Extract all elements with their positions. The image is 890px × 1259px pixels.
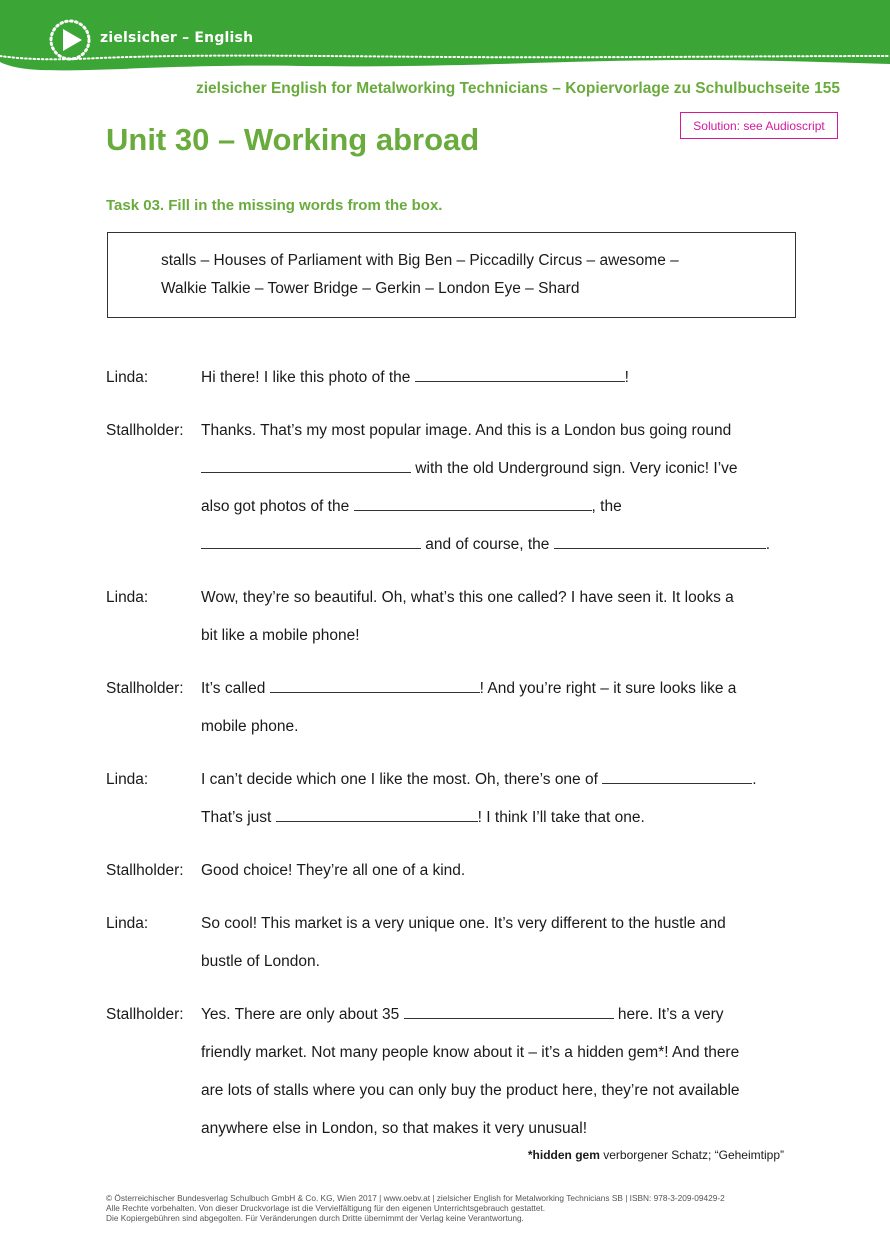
- speaker-label: Linda:: [106, 589, 149, 606]
- dialogue-turn: [106, 412, 806, 564]
- dialogue-text: also got photos of the: [201, 498, 354, 515]
- footer-line: Alle Rechte vorbehalten. Von dieser Druckvorlage ist die Vervielfältigung für den eigenen Unterrichtsgebrauch gestattet.: [106, 1203, 546, 1213]
- dialogue-text: Hi there! I like this photo of the: [201, 369, 415, 386]
- dialogue-turn: [106, 996, 806, 1148]
- dialogue-line: [201, 761, 806, 799]
- dialogue-turn: [106, 905, 806, 981]
- dialogue-text: bit like a mobile phone!: [201, 627, 360, 644]
- dialogue-text: That’s just: [201, 809, 276, 826]
- copyright-footer: [106, 1193, 725, 1223]
- dialogue-line: [201, 359, 806, 397]
- word-box: [107, 232, 796, 318]
- dialogue-text: and of course, the: [421, 536, 554, 553]
- dialogue-text: , the: [591, 498, 622, 515]
- speaker-label: Linda:: [106, 771, 149, 788]
- dialogue-line: [201, 450, 806, 488]
- word-box-line: stalls – Houses of Parliament with Big Ben – Piccadilly Circus – awesome –: [161, 252, 679, 269]
- answer-blank[interactable]: [201, 458, 411, 473]
- dialogue-line: [201, 852, 806, 890]
- dialogue-text: .: [752, 771, 757, 788]
- dialogue-turn: [106, 852, 806, 890]
- answer-blank[interactable]: [270, 678, 480, 693]
- dialogue-text: here. It’s a very: [613, 1006, 724, 1023]
- dialogue-turn: [106, 359, 806, 397]
- footnote-definition: verborgener Schatz; “Geheimtipp”: [599, 1148, 784, 1162]
- speaker-label: Stallholder:: [106, 1006, 184, 1023]
- answer-blank[interactable]: [554, 534, 766, 549]
- footnote-term: *hidden gem: [527, 1148, 600, 1162]
- dialogue-text: Thanks. That’s my most popular image. And this is a London bus going round: [201, 422, 732, 439]
- dialogue-text: bustle of London.: [201, 953, 320, 970]
- dialogue-text: !: [624, 369, 629, 386]
- dialogue-turn: [106, 579, 806, 655]
- speaker-label: Stallholder:: [106, 680, 184, 697]
- dialogue-turn: [106, 761, 806, 837]
- dialogue-text: Wow, they’re so beautiful. Oh, what’s this one called? I have seen it. It looks a: [201, 589, 734, 606]
- answer-blank[interactable]: [276, 807, 478, 822]
- dialogue-line: [201, 526, 806, 564]
- solution-note: Solution: see Audioscript: [680, 112, 838, 139]
- speaker-label: Linda:: [106, 369, 149, 386]
- dialogue-line: [201, 996, 806, 1034]
- footnote: [528, 1148, 784, 1162]
- speaker-label: Stallholder:: [106, 862, 184, 879]
- answer-blank[interactable]: [415, 367, 625, 382]
- speaker-label: Linda:: [106, 915, 149, 932]
- dialogue-line: [201, 1034, 806, 1072]
- dialogue-text: with the old Underground sign. Very iconic! I’ve: [411, 460, 738, 477]
- task-title: Task 03. Fill in the missing words from the box.: [106, 197, 443, 214]
- dialogue-text: anywhere else in London, so that makes it very unusual!: [201, 1120, 588, 1137]
- dialogue-text: Good choice! They’re all one of a kind.: [201, 862, 466, 879]
- dialogue-text: mobile phone.: [201, 718, 299, 735]
- dialogue-text: I can’t decide which one I like the most. Oh, there’s one of: [201, 771, 603, 788]
- dialogue-turn: [106, 670, 806, 746]
- dialogue-line: [201, 617, 806, 655]
- dialogue-line: [201, 579, 806, 617]
- dialogue-line: [201, 905, 806, 943]
- dialogue-text: .: [765, 536, 771, 553]
- answer-blank[interactable]: [354, 496, 592, 511]
- speaker-label: Stallholder:: [106, 422, 184, 439]
- dialogue-text: So cool! This market is a very unique one. It’s very different to the hustle and: [201, 915, 726, 932]
- dialogue-text: ! And you’re right – it sure looks like a: [479, 680, 737, 697]
- brand-name: zielsicher – English: [100, 30, 254, 46]
- dialogue-text: are lots of stalls where you can only buy the product here, they’re not available: [201, 1082, 740, 1099]
- dialogue-line: [201, 943, 806, 981]
- dialogue-text: ! I think I’ll take that one.: [477, 809, 645, 826]
- dialogue-text: Yes. There are only about 35: [201, 1006, 404, 1023]
- unit-title: Unit 30 – Working abroad: [106, 122, 480, 157]
- dialogue-line: [201, 412, 806, 450]
- dialogue-line: [201, 670, 806, 708]
- dialogue-text: It’s called: [201, 680, 270, 697]
- word-box-line: Walkie Talkie – Tower Bridge – Gerkin – London Eye – Shard: [161, 280, 580, 297]
- footer-line: Die Kopiergebühren sind abgegolten. Für Veränderungen durch Dritte übernimmt der Verlag keine Verantwortung.: [106, 1213, 524, 1223]
- answer-blank[interactable]: [404, 1004, 614, 1019]
- dialogue-line: [201, 1072, 806, 1110]
- dialogue-line: [201, 799, 806, 837]
- answer-blank[interactable]: [201, 534, 421, 549]
- page-subtitle: zielsicher English for Metalworking Technicians – Kopiervorlage zu Schulbuchseite 155: [196, 80, 840, 97]
- dialogue-line: [201, 488, 806, 526]
- answer-blank[interactable]: [602, 769, 752, 784]
- dialogue-line: [201, 708, 806, 746]
- footer-line: © Österreichischer Bundesverlag Schulbuch GmbH & Co. KG, Wien 2017 | www.oebv.at | zielsicher English for Metalworking Technicians SB | ISBN: 978-3-209-09429-2: [106, 1193, 725, 1203]
- dialogue: [106, 359, 806, 1163]
- dialogue-line: [201, 1110, 806, 1148]
- dialogue-text: friendly market. Not many people know about it – it’s a hidden gem*! And there: [201, 1044, 740, 1061]
- header-banner: [0, 0, 890, 80]
